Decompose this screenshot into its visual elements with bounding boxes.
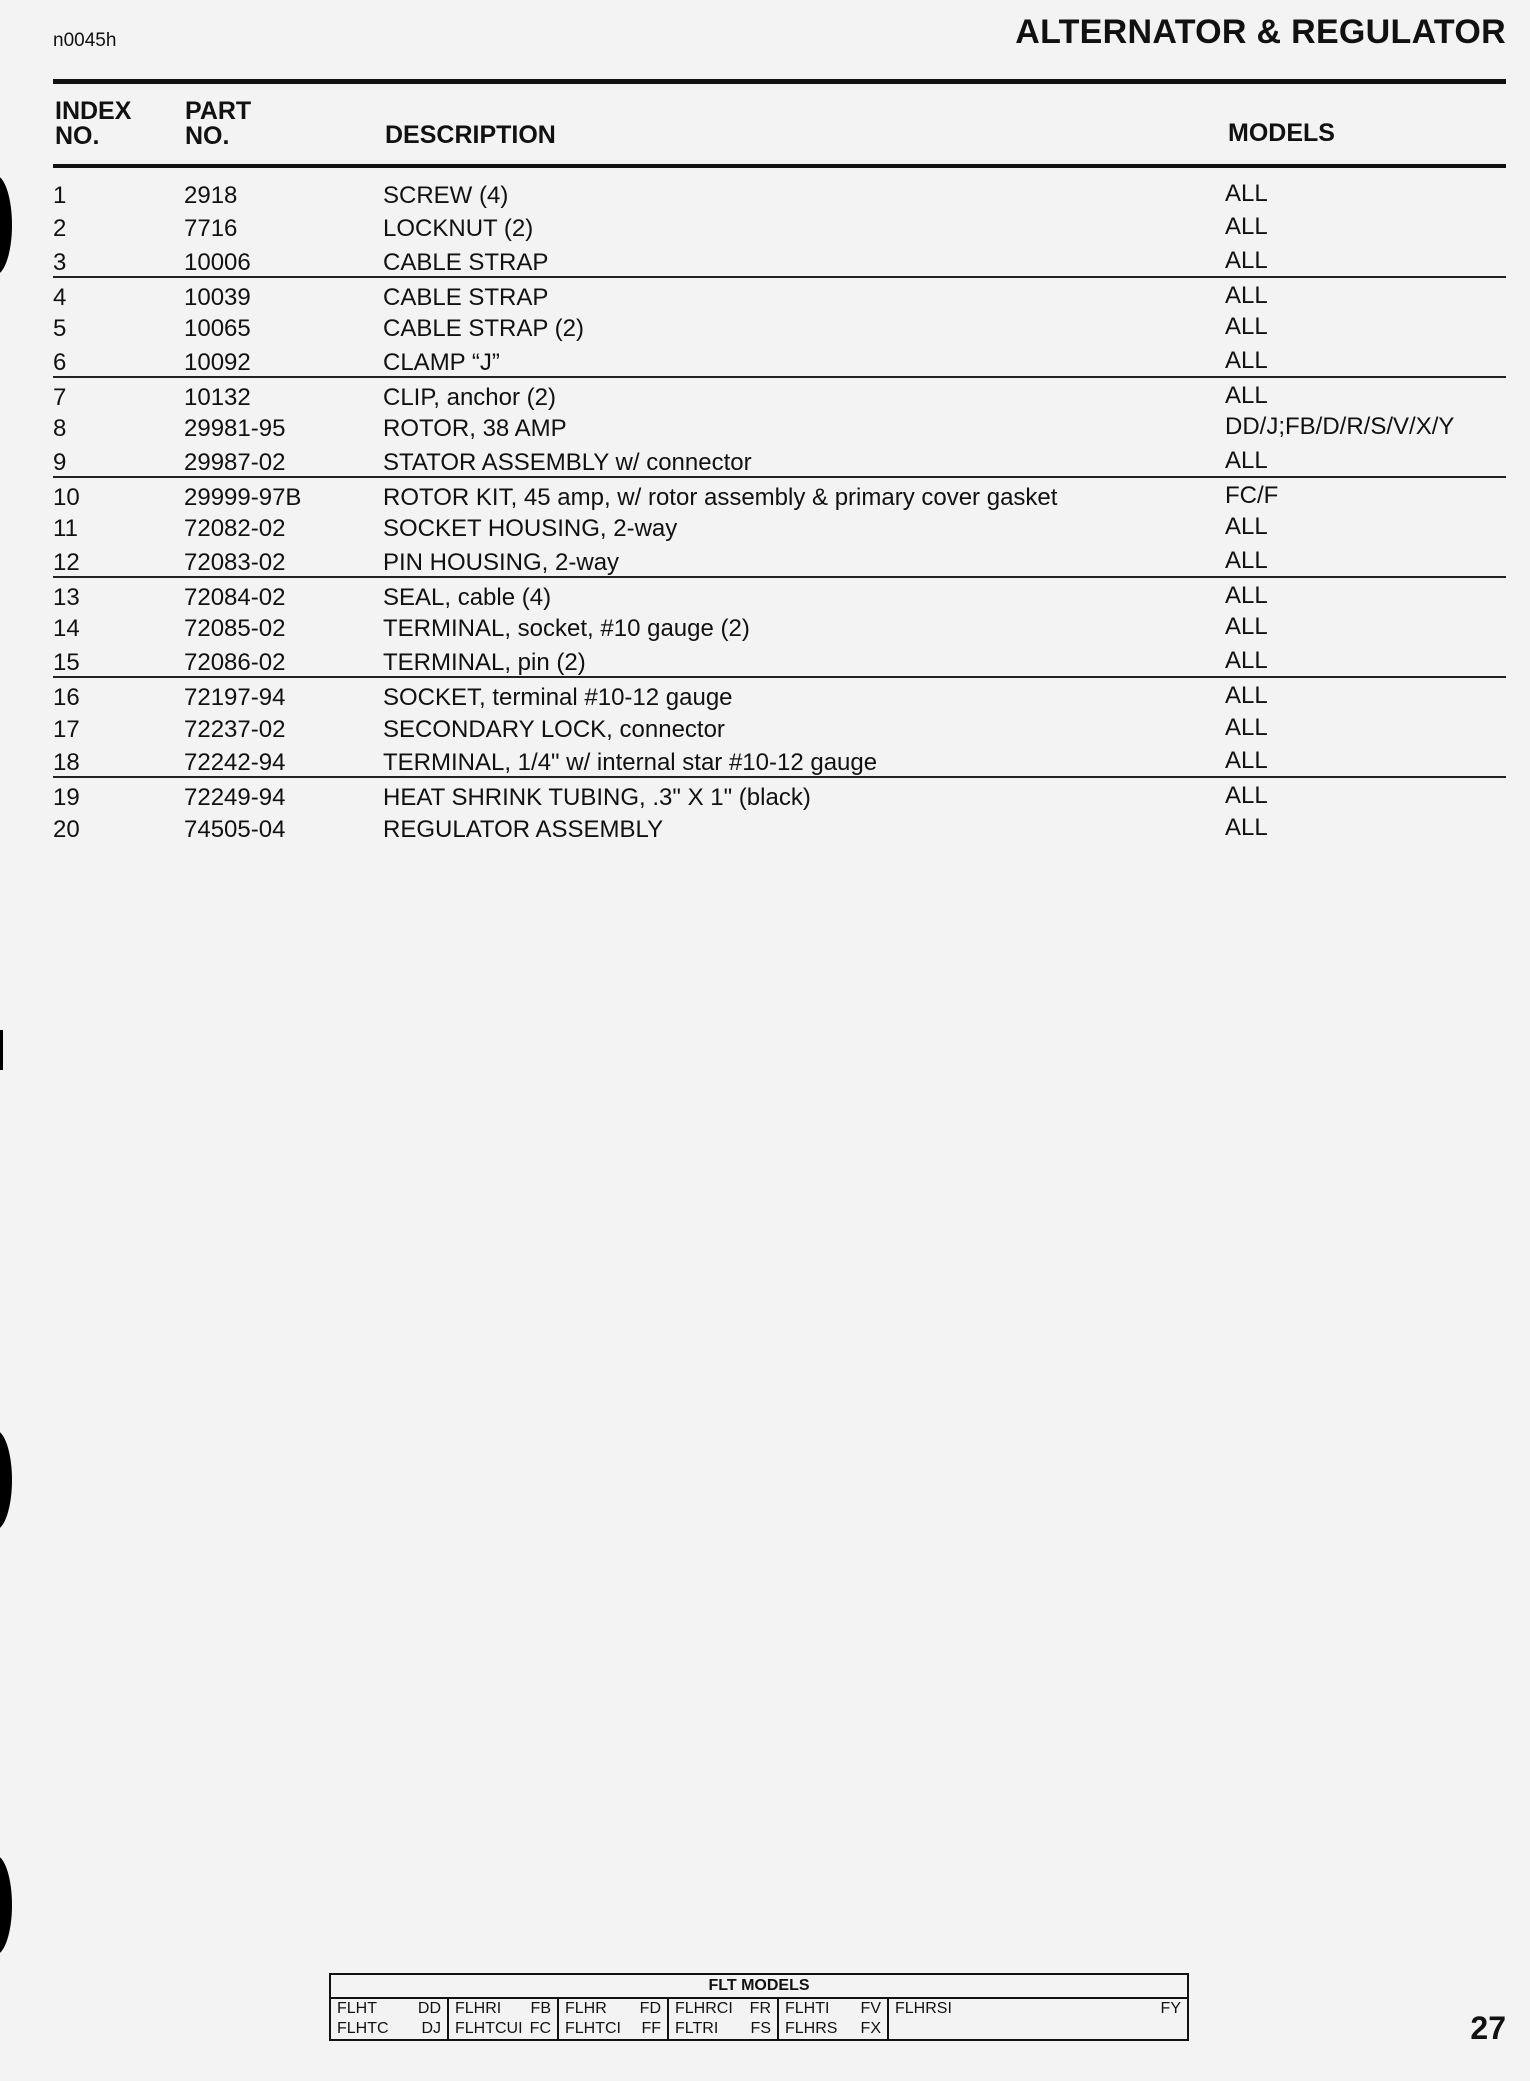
model-name: FLHTI xyxy=(785,2000,830,2017)
part-number-cell: 2918 xyxy=(184,182,238,209)
table-row xyxy=(53,409,1506,442)
index-cell: 9 xyxy=(53,448,67,476)
description-cell: LOCKNUT (2) xyxy=(383,215,534,243)
description-cell: PIN HOUSING, 2-way xyxy=(383,548,620,576)
description-cell: SEAL, cable (4) xyxy=(383,584,552,612)
table-row xyxy=(53,543,1506,576)
column-header-description: DESCRIPTION xyxy=(385,121,556,149)
models-cell: ALL xyxy=(1225,282,1268,310)
flt-model-group xyxy=(889,1999,1187,2039)
models-cell: ALL xyxy=(1225,582,1268,610)
page-title: ALTERNATOR & REGULATOR xyxy=(1015,13,1506,51)
index-cell: 3 xyxy=(53,248,67,276)
index-header-line1: INDEX xyxy=(55,97,132,125)
part-number-cell: 29987-02 xyxy=(184,448,286,476)
table-row xyxy=(53,276,1506,312)
flt-models-grid xyxy=(331,1997,1187,2039)
table-row xyxy=(53,676,1506,712)
model-code: FS xyxy=(750,2020,771,2037)
index-cell: 14 xyxy=(53,615,80,643)
model-name: FLHRS xyxy=(785,2020,838,2037)
index-cell: 1 xyxy=(53,182,67,209)
description-cell: CLIP, anchor (2) xyxy=(383,384,556,412)
description-cell: CABLE STRAP (2) xyxy=(383,315,584,343)
model-code: FB xyxy=(530,2000,551,2017)
description-cell: TERMINAL, pin (2) xyxy=(383,648,586,676)
model-code: FR xyxy=(749,2000,771,2017)
part-number-cell: 72085-02 xyxy=(184,615,286,643)
page-number: 27 xyxy=(1470,2010,1506,2046)
flt-model-group xyxy=(779,1999,889,2039)
models-cell: ALL xyxy=(1225,446,1268,474)
models-cell: ALL xyxy=(1225,180,1268,207)
part-number-cell: 72237-02 xyxy=(184,715,286,743)
index-cell: 2 xyxy=(53,215,67,243)
flt-model-group xyxy=(559,1999,669,2039)
part-number-cell: 72086-02 xyxy=(184,648,286,676)
index-cell: 10 xyxy=(53,484,80,512)
flt-model-group xyxy=(331,1999,449,2039)
table-row xyxy=(53,710,1506,743)
index-cell: 6 xyxy=(53,348,67,376)
index-cell: 11 xyxy=(53,515,78,543)
description-cell: ROTOR KIT, 45 amp, w/ rotor assembly & primary cover gasket xyxy=(383,484,1058,512)
table-row xyxy=(53,810,1506,843)
description-cell: ROTOR, 38 AMP xyxy=(383,415,567,443)
table-row xyxy=(53,176,1506,209)
model-code: DD xyxy=(417,2000,441,2017)
table-row xyxy=(53,443,1506,476)
top-divider xyxy=(53,79,1506,84)
part-number-cell: 10039 xyxy=(184,284,251,312)
model-name: FLHRCI xyxy=(675,2000,733,2017)
table-row xyxy=(53,376,1506,412)
description-cell: HEAT SHRINK TUBING, .3" X 1" (black) xyxy=(383,784,811,812)
description-cell: SECONDARY LOCK, connector xyxy=(383,715,725,743)
model-name: FLHRSI xyxy=(895,2000,952,2017)
part-number-cell: 72082-02 xyxy=(184,515,286,543)
description-cell: SCREW (4) xyxy=(383,182,509,209)
table-row xyxy=(53,509,1506,542)
models-cell: ALL xyxy=(1225,246,1268,274)
model-code: FF xyxy=(641,2020,661,2037)
models-cell: ALL xyxy=(1225,546,1268,574)
description-cell: CABLE STRAP xyxy=(383,284,549,312)
index-cell: 13 xyxy=(53,584,80,612)
part-number-cell: 7716 xyxy=(184,215,238,243)
models-cell: ALL xyxy=(1225,682,1268,710)
models-cell: ALL xyxy=(1225,513,1268,541)
model-name: FLHR xyxy=(565,2000,607,2017)
models-cell: ALL xyxy=(1225,213,1268,241)
models-cell: ALL xyxy=(1225,746,1268,774)
table-row xyxy=(53,209,1506,242)
parts-table xyxy=(53,176,1506,843)
part-number-cell: 29981-95 xyxy=(184,415,286,443)
table-row xyxy=(53,576,1506,612)
model-name: FLHT xyxy=(337,2000,377,2017)
part-number-cell: 72197-94 xyxy=(184,684,286,712)
flt-model-group xyxy=(449,1999,559,2039)
description-cell: CABLE STRAP xyxy=(383,248,549,276)
model-code: FD xyxy=(639,2000,661,2017)
column-header-part xyxy=(185,99,251,149)
model-code: FC xyxy=(529,2020,551,2037)
models-cell: ALL xyxy=(1225,382,1268,410)
table-row xyxy=(53,476,1506,512)
model-code: FX xyxy=(860,2020,881,2037)
table-row xyxy=(53,309,1506,342)
model-name: FLTRI xyxy=(675,2020,719,2037)
table-row xyxy=(53,243,1506,276)
index-header-line2: NO. xyxy=(55,122,100,150)
description-cell: REGULATOR ASSEMBLY xyxy=(383,815,664,843)
table-row xyxy=(53,609,1506,642)
index-cell: 15 xyxy=(53,648,80,676)
part-number-cell: 29999-97B xyxy=(184,484,302,512)
models-cell: ALL xyxy=(1225,713,1268,741)
description-cell: TERMINAL, 1/4" w/ internal star #10-12 gauge xyxy=(383,748,878,776)
table-row xyxy=(53,743,1506,776)
binder-hole xyxy=(0,1855,12,1955)
models-cell: DD/J;FB/D/R/S/V/X/Y xyxy=(1225,413,1455,441)
column-header-models: MODELS xyxy=(1228,119,1335,147)
part-number-cell: 10006 xyxy=(184,248,251,276)
model-name: FLHTCI xyxy=(565,2020,621,2037)
binder-hole xyxy=(0,175,12,275)
models-cell: ALL xyxy=(1225,313,1268,341)
models-cell: ALL xyxy=(1225,782,1268,810)
flt-model-group xyxy=(669,1999,779,2039)
model-code: FY xyxy=(1160,2000,1181,2017)
models-cell: ALL xyxy=(1225,613,1268,641)
description-cell: CLAMP “J” xyxy=(383,348,500,376)
index-cell: 12 xyxy=(53,548,80,576)
part-number-cell: 72242-94 xyxy=(184,748,286,776)
part-header-line1: PART xyxy=(185,97,252,125)
models-cell: ALL xyxy=(1225,646,1268,674)
description-cell: TERMINAL, socket, #10 gauge (2) xyxy=(383,615,750,643)
binder-hole xyxy=(0,1430,12,1530)
part-number-cell: 72083-02 xyxy=(184,548,286,576)
flt-models-title: FLT MODELS xyxy=(708,1977,810,1994)
flt-models-legend xyxy=(329,1973,1189,2041)
table-row xyxy=(53,343,1506,376)
part-number-cell: 72249-94 xyxy=(184,784,286,812)
table-row xyxy=(53,776,1506,812)
column-header-index xyxy=(55,99,131,149)
header-divider xyxy=(53,164,1506,168)
model-name: FLHTC xyxy=(337,2020,389,2037)
part-header-line2: NO. xyxy=(185,122,230,150)
part-number-cell: 72084-02 xyxy=(184,584,286,612)
index-cell: 4 xyxy=(53,284,67,312)
model-code: FV xyxy=(860,2000,881,2017)
table-row xyxy=(53,643,1506,676)
part-number-cell: 10132 xyxy=(184,384,251,412)
index-cell: 16 xyxy=(53,684,80,712)
index-cell: 7 xyxy=(53,384,67,412)
index-cell: 5 xyxy=(53,315,67,343)
models-cell: ALL xyxy=(1225,346,1268,374)
description-cell: STATOR ASSEMBLY w/ connector xyxy=(383,448,752,476)
index-cell: 8 xyxy=(53,415,67,443)
index-cell: 18 xyxy=(53,748,80,776)
part-number-cell: 74505-04 xyxy=(184,815,286,843)
binder-mark xyxy=(0,1030,3,1070)
part-number-cell: 10092 xyxy=(184,348,251,376)
model-code: DJ xyxy=(421,2020,441,2037)
models-cell: ALL xyxy=(1225,813,1268,841)
model-name: FLHRI xyxy=(455,2000,502,2017)
part-number-cell: 10065 xyxy=(184,315,251,343)
description-cell: SOCKET, terminal #10-12 gauge xyxy=(383,684,733,712)
document-id: n0045h xyxy=(53,30,117,51)
models-cell: FC/F xyxy=(1225,482,1279,510)
model-name: FLHTCUI xyxy=(455,2020,523,2037)
index-cell: 17 xyxy=(53,715,80,743)
index-cell: 20 xyxy=(53,815,80,843)
description-cell: SOCKET HOUSING, 2-way xyxy=(383,515,678,543)
index-cell: 19 xyxy=(53,784,80,812)
